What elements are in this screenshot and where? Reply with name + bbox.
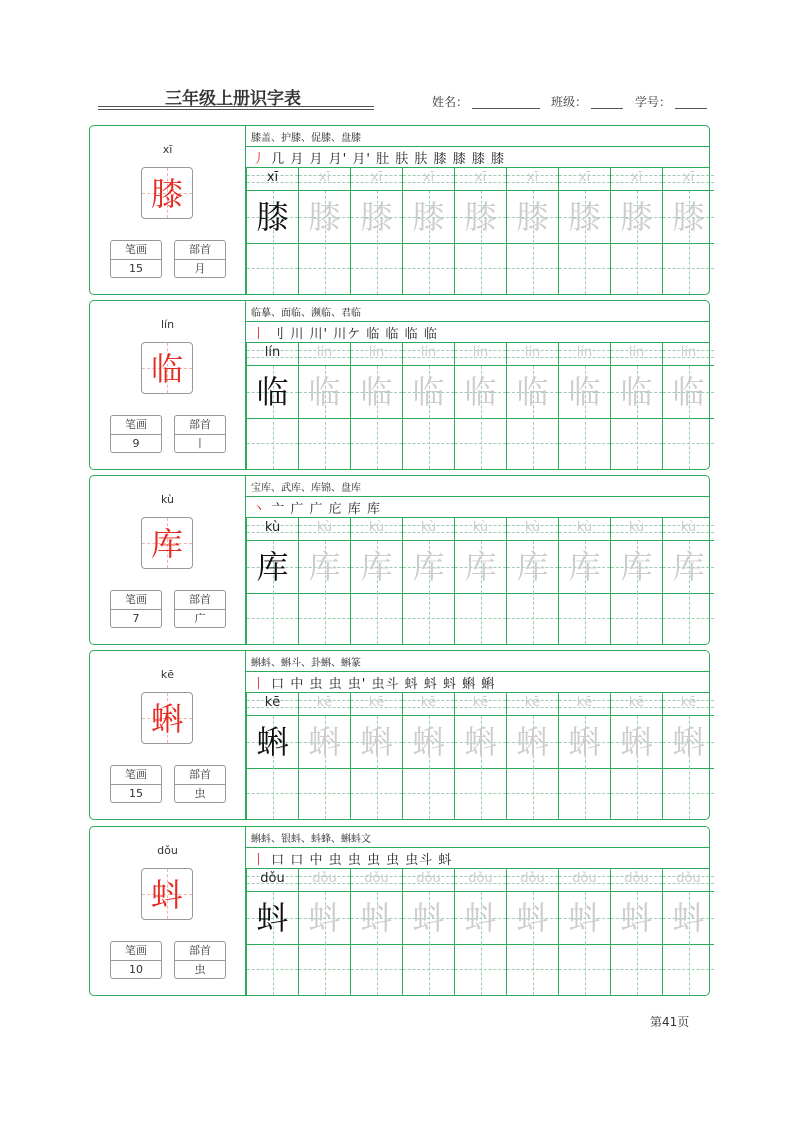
practice-pinyin: kē	[264, 695, 281, 710]
practice-character: 蝌	[620, 723, 653, 761]
stroke-step: 虫	[328, 677, 343, 692]
stroke-step: 丶	[252, 502, 267, 517]
practice-pinyin: kù	[368, 520, 385, 535]
stroke-step: 膝	[452, 152, 467, 167]
practice-column	[662, 343, 714, 469]
stroke-count-label: 笔画	[111, 591, 161, 610]
pinyin-label: xī	[162, 143, 173, 156]
example-words: 蝌蚪、蝌斗、卦蝌、蝌篆	[251, 658, 361, 669]
practice-column	[246, 168, 298, 294]
practice-pinyin: lín	[368, 345, 385, 360]
practice-area	[246, 301, 709, 469]
practice-pinyin: lín	[628, 345, 645, 360]
stroke-count-value: 9	[132, 437, 140, 450]
stroke-step: 广	[290, 502, 305, 517]
practice-character: 蝌	[412, 723, 445, 761]
stroke-step: 川'	[309, 327, 329, 342]
practice-character: 蚪	[256, 899, 289, 937]
practice-column	[662, 869, 714, 995]
stroke-order-row	[246, 146, 709, 168]
pinyin-label: lín	[160, 318, 175, 331]
practice-column	[350, 343, 402, 469]
stroke-step: 虫斗	[405, 853, 434, 868]
practice-pinyin: kē	[524, 695, 541, 710]
stroke-count-value: 15	[129, 262, 143, 275]
example-words: 膝盖、护膝、促膝、盘膝	[251, 133, 361, 144]
practice-column	[350, 869, 402, 995]
practice-column	[350, 518, 402, 644]
target-character: 临	[150, 350, 183, 388]
stroke-order-row	[246, 671, 709, 693]
practice-character: 临	[360, 373, 393, 411]
stroke-step: 肚	[376, 152, 391, 167]
radical-box	[174, 941, 226, 979]
radical-value: 丨	[194, 437, 206, 450]
practice-pinyin: kē	[628, 695, 645, 710]
practice-column	[246, 693, 298, 819]
practice-character: 蚪	[620, 899, 653, 937]
practice-character: 蚪	[464, 899, 497, 937]
stroke-step: 虫	[366, 853, 381, 868]
radical-value: 月	[194, 262, 206, 275]
practice-column	[558, 518, 610, 644]
practice-area	[246, 827, 709, 995]
stroke-order-row	[246, 321, 709, 343]
practice-area	[246, 651, 709, 819]
practice-pinyin: kē	[420, 695, 437, 710]
practice-pinyin: kē	[680, 695, 697, 710]
stroke-step: 膝	[433, 152, 448, 167]
pinyin-label: dǒu	[157, 844, 178, 857]
practice-character: 蚪	[360, 899, 393, 937]
stroke-step: 肤	[395, 152, 410, 167]
practice-pinyin: dǒu	[572, 871, 597, 886]
practice-pinyin: lín	[524, 345, 541, 360]
character-box	[141, 342, 193, 394]
title-underline	[98, 106, 374, 107]
practice-area	[246, 476, 709, 644]
pinyin-label: kē	[160, 668, 175, 681]
practice-pinyin: dǒu	[260, 871, 285, 886]
practice-pinyin: kù	[524, 520, 541, 535]
practice-column	[298, 693, 350, 819]
practice-character: 临	[464, 373, 497, 411]
practice-column	[610, 518, 662, 644]
stroke-step: 蝌	[481, 677, 496, 692]
practice-character: 蚪	[568, 899, 601, 937]
radical-value: 虫	[194, 963, 206, 976]
practice-pinyin: kù	[576, 520, 593, 535]
practice-column	[298, 343, 350, 469]
stroke-step: 临	[404, 327, 419, 342]
stroke-step: 口	[290, 853, 305, 868]
practice-column	[610, 168, 662, 294]
practice-column	[402, 869, 454, 995]
practice-column	[662, 168, 714, 294]
practice-column	[454, 518, 506, 644]
practice-column	[558, 343, 610, 469]
radical-label: 部首	[175, 241, 225, 260]
stroke-count-label: 笔画	[111, 942, 161, 961]
character-summary	[90, 651, 246, 819]
stroke-count-value: 15	[129, 787, 143, 800]
stroke-step: 广	[309, 502, 324, 517]
stroke-step: 膝	[491, 152, 506, 167]
practice-character: 蝌	[672, 723, 705, 761]
stroke-count-value: 7	[132, 612, 140, 625]
writing-grid	[246, 168, 709, 294]
practice-pinyin: kē	[368, 695, 385, 710]
character-card	[89, 475, 710, 645]
practice-pinyin: xī	[370, 170, 383, 185]
stroke-step: 虫	[386, 853, 401, 868]
practice-column	[402, 168, 454, 294]
practice-character: 库	[360, 548, 393, 586]
practice-pinyin: xī	[422, 170, 435, 185]
practice-column	[350, 168, 402, 294]
stroke-count-box	[110, 941, 162, 979]
pinyin-label: kù	[160, 493, 174, 506]
stroke-step: 库	[347, 502, 362, 517]
stroke-step: 中	[290, 677, 305, 692]
stroke-count-label: 笔画	[111, 416, 161, 435]
practice-pinyin: dǒu	[364, 871, 389, 886]
practice-character: 库	[256, 548, 289, 586]
character-box	[141, 868, 193, 920]
practice-character: 膝	[308, 198, 341, 236]
practice-pinyin: kù	[680, 520, 697, 535]
radical-value: 虫	[194, 787, 206, 800]
practice-area	[246, 126, 709, 294]
practice-column	[298, 168, 350, 294]
radical-label: 部首	[175, 416, 225, 435]
practice-character: 蝌	[516, 723, 549, 761]
practice-pinyin: kù	[264, 520, 281, 535]
practice-column	[610, 343, 662, 469]
stroke-count-label: 笔画	[111, 241, 161, 260]
practice-column	[506, 693, 558, 819]
practice-character: 临	[256, 373, 289, 411]
practice-character: 库	[568, 548, 601, 586]
practice-character: 库	[516, 548, 549, 586]
stroke-step: 虫	[309, 677, 324, 692]
practice-column	[298, 518, 350, 644]
page-title: 三年级上册识字表	[165, 89, 301, 109]
stroke-step: 亠	[271, 502, 286, 517]
radical-box	[174, 415, 226, 453]
practice-column	[506, 343, 558, 469]
practice-character: 膝	[256, 198, 289, 236]
practice-character: 蝌	[360, 723, 393, 761]
class-field[interactable]	[591, 108, 623, 109]
id-field[interactable]	[675, 108, 707, 109]
stroke-step: 月'	[352, 152, 371, 167]
stroke-step: 虫斗	[371, 677, 400, 692]
practice-column	[454, 343, 506, 469]
practice-column	[298, 869, 350, 995]
target-character: 库	[150, 525, 183, 563]
stroke-count-box	[110, 765, 162, 803]
example-words: 临摹、面临、濒临、君临	[251, 308, 361, 319]
practice-character: 临	[620, 373, 653, 411]
practice-pinyin: dǒu	[312, 871, 337, 886]
practice-pinyin: dǒu	[520, 871, 545, 886]
target-character: 蝌	[150, 700, 183, 738]
practice-character: 膝	[360, 198, 393, 236]
practice-pinyin: xī	[266, 170, 279, 185]
stroke-order-row	[246, 847, 709, 869]
practice-character: 蝌	[464, 723, 497, 761]
practice-column	[558, 869, 610, 995]
radical-value: 广	[194, 612, 206, 625]
stroke-step: 蚪	[438, 853, 453, 868]
practice-character: 膝	[620, 198, 653, 236]
example-words: 宝库、武库、库锦、盘库	[251, 483, 361, 494]
practice-column	[506, 518, 558, 644]
practice-column	[610, 869, 662, 995]
stroke-step: 丿	[252, 152, 267, 167]
practice-pinyin: dǒu	[468, 871, 493, 886]
practice-column	[350, 693, 402, 819]
practice-character: 蝌	[308, 723, 341, 761]
practice-pinyin: kē	[472, 695, 489, 710]
practice-character: 库	[620, 548, 653, 586]
stroke-step: 川ケ	[333, 327, 362, 342]
practice-character: 临	[308, 373, 341, 411]
practice-column	[246, 869, 298, 995]
radical-label: 部首	[175, 942, 225, 961]
writing-grid	[246, 693, 709, 819]
target-character: 膝	[150, 175, 183, 213]
stroke-step: 库	[366, 502, 381, 517]
practice-column	[506, 869, 558, 995]
practice-character: 蚪	[308, 899, 341, 937]
stroke-step: 月'	[328, 152, 348, 167]
page-number: 第41页	[650, 1015, 690, 1029]
id-label: 学号：	[635, 95, 672, 109]
practice-column	[402, 518, 454, 644]
practice-character: 膝	[412, 198, 445, 236]
practice-pinyin: kē	[576, 695, 593, 710]
practice-pinyin: dǒu	[416, 871, 441, 886]
radical-box	[174, 765, 226, 803]
practice-character: 蚪	[516, 899, 549, 937]
character-summary	[90, 827, 246, 995]
stroke-step: 刂	[271, 327, 286, 342]
radical-label: 部首	[175, 766, 225, 785]
name-label: 姓名：	[432, 95, 469, 109]
practice-column	[402, 693, 454, 819]
character-summary	[90, 126, 246, 294]
practice-column	[558, 693, 610, 819]
character-summary	[90, 301, 246, 469]
practice-column	[454, 869, 506, 995]
stroke-step: 口	[271, 853, 286, 868]
stroke-step: 中	[309, 853, 324, 868]
practice-pinyin: kù	[628, 520, 645, 535]
stroke-step: 口	[271, 677, 286, 692]
practice-pinyin: lín	[316, 345, 333, 360]
character-card	[89, 125, 710, 295]
writing-grid	[246, 518, 709, 644]
stroke-count-box	[110, 415, 162, 453]
stroke-step: 丨	[252, 327, 267, 342]
practice-character: 膝	[568, 198, 601, 236]
character-card	[89, 650, 710, 820]
practice-pinyin: kù	[316, 520, 333, 535]
practice-pinyin: kē	[316, 695, 333, 710]
stroke-step: 丨	[252, 677, 267, 692]
stroke-step: 蚪	[404, 677, 419, 692]
stroke-step: 庀	[328, 502, 343, 517]
stroke-step: 蚪	[442, 677, 457, 692]
practice-pinyin: xī	[682, 170, 695, 185]
character-card	[89, 826, 710, 996]
target-character: 蚪	[150, 876, 183, 914]
name-field[interactable]	[472, 108, 540, 109]
stroke-order-row	[246, 496, 709, 518]
practice-character: 蝌	[568, 723, 601, 761]
title-underline	[98, 109, 374, 110]
stroke-step: 虫	[347, 853, 362, 868]
practice-column	[454, 168, 506, 294]
example-words: 蝌蚪、银蚪、蚪蜂、蝌蚪文	[251, 834, 371, 845]
practice-column	[246, 343, 298, 469]
practice-column	[558, 168, 610, 294]
stroke-step: 肤	[414, 152, 429, 167]
stroke-count-label: 笔画	[111, 766, 161, 785]
stroke-step: 临	[423, 327, 438, 342]
practice-pinyin: lín	[680, 345, 697, 360]
practice-pinyin: xī	[578, 170, 591, 185]
character-box	[141, 692, 193, 744]
practice-character: 临	[568, 373, 601, 411]
practice-column	[246, 518, 298, 644]
character-card	[89, 300, 710, 470]
practice-pinyin: xī	[630, 170, 643, 185]
practice-column	[454, 693, 506, 819]
practice-column	[506, 168, 558, 294]
stroke-step: 虫'	[347, 677, 367, 692]
stroke-step: 丨	[252, 853, 267, 868]
practice-column	[662, 693, 714, 819]
radical-label: 部首	[175, 591, 225, 610]
stroke-step: 几	[271, 152, 286, 167]
practice-character: 膝	[516, 198, 549, 236]
practice-character: 蝌	[256, 723, 289, 761]
practice-column	[662, 518, 714, 644]
stroke-step: 月	[290, 152, 305, 167]
practice-pinyin: lín	[472, 345, 489, 360]
practice-pinyin: lín	[264, 345, 281, 360]
stroke-step: 虫	[328, 853, 343, 868]
stroke-count-value: 10	[129, 963, 143, 976]
radical-box	[174, 590, 226, 628]
practice-character: 临	[672, 373, 705, 411]
practice-character: 膝	[464, 198, 497, 236]
practice-pinyin: xī	[318, 170, 331, 185]
stroke-count-box	[110, 590, 162, 628]
practice-pinyin: dǒu	[624, 871, 649, 886]
practice-character: 库	[464, 548, 497, 586]
class-label: 班级：	[551, 95, 588, 109]
practice-pinyin: xī	[526, 170, 539, 185]
practice-character: 库	[308, 548, 341, 586]
stroke-step: 蝌	[462, 677, 477, 692]
stroke-step: 川	[290, 327, 305, 342]
practice-pinyin: xī	[474, 170, 487, 185]
practice-character: 库	[672, 548, 705, 586]
practice-pinyin: kù	[420, 520, 437, 535]
stroke-step: 临	[385, 327, 400, 342]
practice-pinyin: lín	[576, 345, 593, 360]
stroke-step: 月	[309, 152, 324, 167]
stroke-step: 膝	[471, 152, 486, 167]
practice-pinyin: lín	[420, 345, 437, 360]
stroke-step: 蚪	[423, 677, 438, 692]
practice-character: 库	[412, 548, 445, 586]
practice-character: 膝	[672, 198, 705, 236]
practice-character: 蚪	[412, 899, 445, 937]
radical-box	[174, 240, 226, 278]
character-box	[141, 167, 193, 219]
practice-character: 蚪	[672, 899, 705, 937]
practice-pinyin: kù	[472, 520, 489, 535]
practice-column	[610, 693, 662, 819]
writing-grid	[246, 869, 709, 995]
practice-column	[402, 343, 454, 469]
writing-grid	[246, 343, 709, 469]
stroke-count-box	[110, 240, 162, 278]
practice-pinyin: dǒu	[676, 871, 701, 886]
stroke-step: 临	[366, 327, 381, 342]
character-summary	[90, 476, 246, 644]
practice-character: 临	[516, 373, 549, 411]
character-box	[141, 517, 193, 569]
practice-character: 临	[412, 373, 445, 411]
